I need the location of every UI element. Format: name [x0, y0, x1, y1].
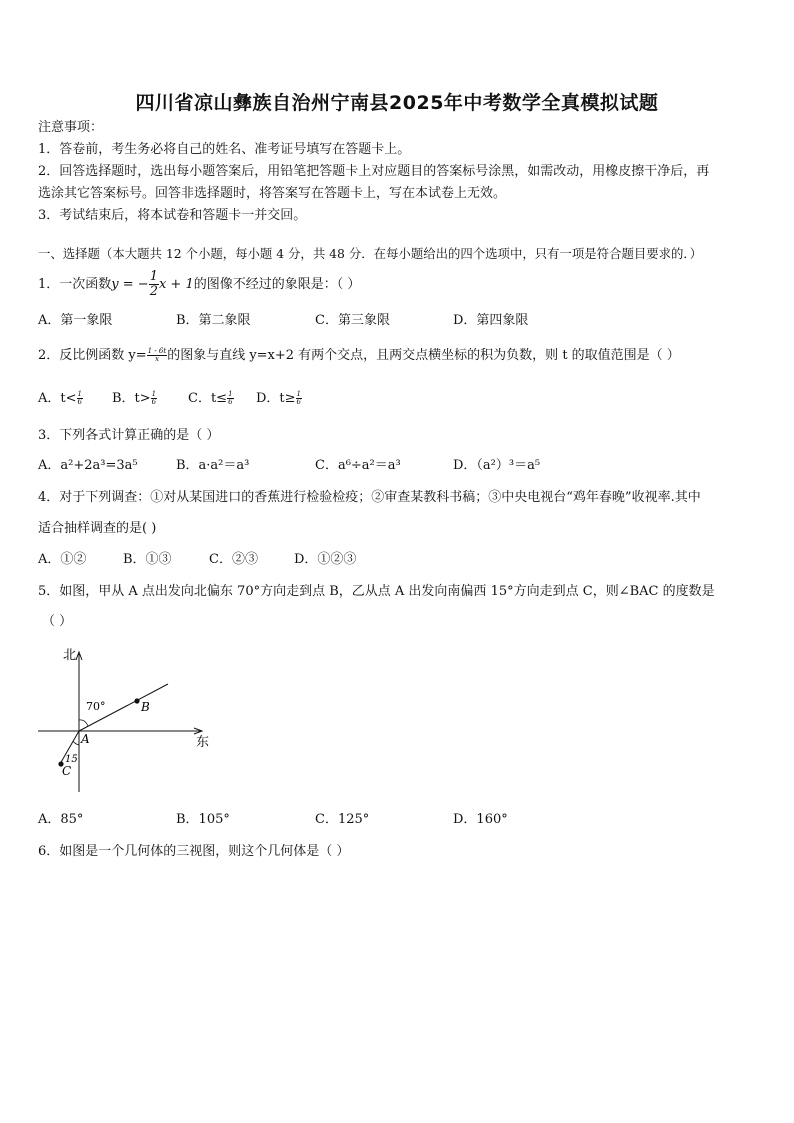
frac-den: 6 [228, 398, 233, 406]
q3-option-c: C．a⁶÷a²＝a³ [315, 458, 401, 473]
angle-arc-70 [79, 720, 88, 726]
q1-option-a: A．第一象限 [38, 313, 113, 328]
compass-figure [30, 640, 220, 800]
section-heading: 一、选择题（本大题共 12 个小题，每小题 4 分，共 48 分．在每小题给出的四个选项中，只有一项是符合题目要求的．） [38, 246, 702, 261]
q2-option-b-label: B．t> [112, 391, 151, 406]
notice-line-1: 1．答卷前，考生务必将自己的姓名、准考证号填写在答题卡上。 [38, 142, 411, 157]
q1-frac-num: 1 [149, 269, 158, 284]
q2-option-c [188, 387, 234, 411]
question-6-stem: 6．如图是一个几何体的三视图，则这个几何体是（ ） [38, 844, 350, 859]
q2-option-b-frac [151, 391, 157, 406]
q2-option-c-label: C．t≤ [188, 391, 228, 406]
q2-option-d-frac [296, 391, 302, 406]
frac-num: 1 [228, 390, 233, 398]
q2-option-d [256, 387, 302, 411]
angle-arc-15 [73, 741, 79, 745]
frac-den: 6 [296, 398, 302, 406]
q2-option-a [38, 387, 83, 411]
notice-heading: 注意事项： [38, 120, 104, 135]
q5-option-b: B．105° [176, 812, 230, 827]
question-1-stem [38, 270, 360, 299]
point-b-dot [134, 698, 139, 703]
frac-den: 6 [77, 398, 82, 406]
q1-prefix: 1．一次函数 [38, 277, 112, 292]
point-c-label: C [62, 764, 72, 778]
q1-option-d: D．第四象限 [453, 313, 529, 328]
q1-suffix: 的图像不经过的象限是：（ ） [193, 277, 361, 292]
q5-option-c: C．125° [315, 812, 370, 827]
q3-option-a: A．a²+2a³=3a⁵ [38, 458, 138, 473]
page-title: 四川省凉山彝族自治州宁南县2025年中考数学全真模拟试题 [135, 92, 659, 114]
q2-option-c-frac [227, 391, 233, 406]
notice-line-4: 3．考试结束后，将本试卷和答题卡一并交回。 [38, 208, 307, 223]
frac-den: 6 [151, 398, 157, 406]
question-3-stem: 3．下列各式计算正确的是（ ） [38, 428, 220, 443]
q2-option-d-label: D．t≥ [256, 391, 296, 406]
q1-option-c: C．第三象限 [315, 313, 390, 328]
q3-option-b: B．a·a²＝a³ [176, 458, 250, 473]
frac-num: 1 [296, 390, 302, 398]
point-a-label: A [81, 732, 90, 746]
q4-option-c: C．②③ [209, 552, 258, 567]
q2-suffix: 的图象与直线 y=x+2 有两个交点，且两交点横坐标的积为负数，则 t 的取值范围是（ ） [167, 348, 680, 363]
q2-fraction [147, 348, 168, 363]
q2-frac-num: 1 - 6t [147, 347, 167, 355]
notice-line-2: 2．回答选择题时，选出每小题答案后，用铅笔把答题卡上对应题目的答案标号涂黑，如需改动，用橡皮擦干净后，再 [38, 164, 710, 179]
q2-option-a-frac [77, 391, 83, 406]
q5-option-d: D．160° [453, 812, 508, 827]
q1-expr-left: y = − [111, 277, 149, 292]
question-5-line-1: 5．如图，甲从 A 点出发向北偏东 70°方向走到点 B，乙从点 A 出发向南偏西 15°方向走到点 C，则∠BAC 的度数是 [38, 584, 715, 599]
point-b-label: B [141, 700, 150, 714]
q1-frac-den: 2 [149, 284, 158, 299]
q2-option-a-label: A．t< [38, 391, 77, 406]
q3-option-d: D．（a²）³＝a⁵ [453, 458, 541, 473]
q4-option-a: A．①② [38, 552, 87, 567]
frac-num: 1 [151, 390, 157, 398]
q4-option-b: B．①③ [123, 552, 172, 567]
q2-prefix: 2．反比例函数 y= [38, 348, 147, 363]
question-4-line-2: 适合抽样调查的是( ) [38, 521, 157, 536]
question-5-line-2: （ ） [42, 614, 73, 629]
q1-fraction [149, 270, 159, 299]
q4-option-d: D．①②③ [294, 552, 357, 567]
north-label: 北 [63, 648, 77, 663]
east-label: 东 [196, 735, 210, 750]
angle-70-label: 70° [86, 700, 106, 713]
question-4-line-1: 4．对于下列调查：①对从某国进口的香蕉进行检验检疫；②审查某教科书稿；③中央电视台“鸡年春晚”收视率.其中 [38, 490, 701, 505]
q2-option-b [112, 387, 157, 411]
q1-option-b: B．第二象限 [176, 313, 251, 328]
q1-expr-right: x + 1 [158, 277, 194, 292]
frac-num: 1 [77, 390, 82, 398]
q5-option-a: A．85° [38, 812, 84, 827]
q2-frac-den: x [154, 355, 159, 363]
angle-15-label: 15 [65, 754, 78, 765]
question-2-stem [38, 344, 680, 368]
notice-line-3: 选涂其它答案标号。回答非选择题时，将答案写在答题卡上，写在本试卷上无效。 [38, 186, 507, 201]
